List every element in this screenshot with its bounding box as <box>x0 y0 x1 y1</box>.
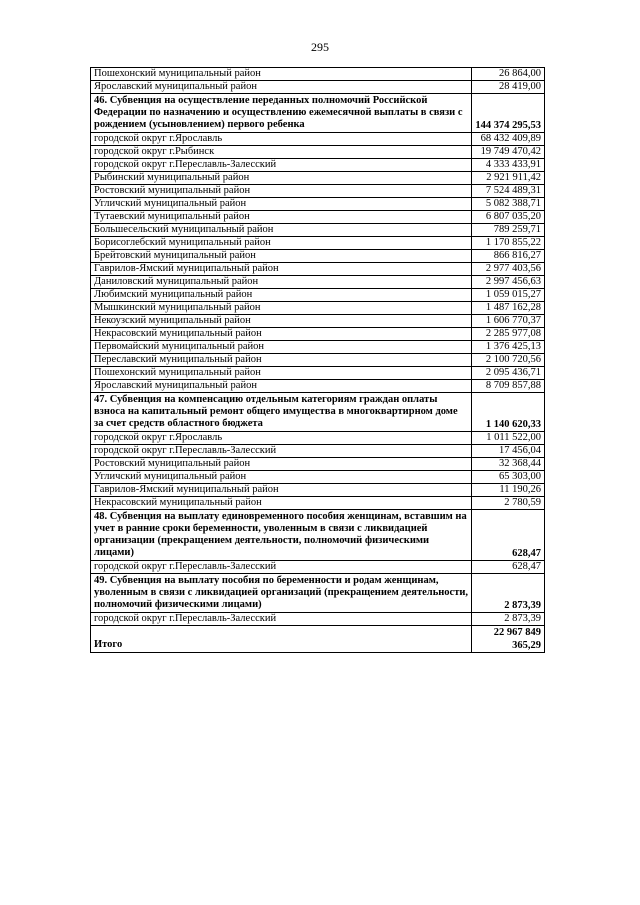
table-row <box>91 471 545 484</box>
table-row <box>91 172 545 185</box>
table-row <box>91 289 545 302</box>
total-amount-line2: 365,29 <box>512 640 541 651</box>
district-name: Переславский муниципальный район <box>91 354 472 367</box>
table-row <box>91 250 545 263</box>
table-row <box>91 341 545 354</box>
table-row <box>91 354 545 367</box>
district-name: Рыбинский муниципальный район <box>91 172 472 185</box>
district-amount: 2 921 911,42 <box>472 172 545 185</box>
district-name: Ростовский муниципальный район <box>91 185 472 198</box>
district-amount: 628,47 <box>472 561 545 574</box>
district-amount: 2 873,39 <box>472 613 545 626</box>
district-name: Большесельский муниципальный район <box>91 224 472 237</box>
district-name: Угличский муниципальный район <box>91 198 472 211</box>
district-amount: 1 376 425,13 <box>472 341 545 354</box>
district-amount: 7 524 489,31 <box>472 185 545 198</box>
table-row <box>91 561 545 574</box>
district-amount: 19 749 470,42 <box>472 146 545 159</box>
district-amount: 4 333 433,91 <box>472 159 545 172</box>
district-amount: 2 780,59 <box>472 497 545 510</box>
district-amount: 11 190,26 <box>472 484 545 497</box>
table-row <box>91 302 545 315</box>
district-amount: 1 170 855,22 <box>472 237 545 250</box>
district-name: Тутаевский муниципальный район <box>91 211 472 224</box>
table-row <box>91 133 545 146</box>
district-amount: 8 709 857,88 <box>472 380 545 393</box>
district-name: Даниловский муниципальный район <box>91 276 472 289</box>
district-name: Ярославский муниципальный район <box>91 380 472 393</box>
section-heading-row <box>91 574 545 613</box>
section-amount: 144 374 295,53 <box>472 94 545 133</box>
district-name: городской округ г.Ярославль <box>91 133 472 146</box>
section-amount: 2 873,39 <box>472 574 545 613</box>
district-name: Брейтовский муниципальный район <box>91 250 472 263</box>
district-name: Мышкинский муниципальный район <box>91 302 472 315</box>
table-row <box>91 328 545 341</box>
district-name: Гаврилов-Ямский муниципальный район <box>91 263 472 276</box>
district-name: Угличский муниципальный район <box>91 471 472 484</box>
total-amount-line1: 22 967 849 <box>493 627 541 638</box>
district-amount: 1 606 770,37 <box>472 315 545 328</box>
table-body <box>91 68 545 626</box>
district-name: городской округ г.Рыбинск <box>91 146 472 159</box>
district-amount: 2 095 436,71 <box>472 367 545 380</box>
table-row <box>91 237 545 250</box>
district-name: городской округ г.Переславль-Залесский <box>91 561 472 574</box>
district-amount: 789 259,71 <box>472 224 545 237</box>
district-name: Некрасовский муниципальный район <box>91 497 472 510</box>
district-name: Любимский муниципальный район <box>91 289 472 302</box>
district-name: Некрасовский муниципальный район <box>91 328 472 341</box>
table-row <box>91 613 545 626</box>
table-row <box>91 211 545 224</box>
section-heading-row <box>91 393 545 432</box>
table-row <box>91 315 545 328</box>
table-row <box>91 380 545 393</box>
section-amount: 628,47 <box>472 510 545 561</box>
section-amount: 1 140 620,33 <box>472 393 545 432</box>
table-row <box>91 276 545 289</box>
district-name: городской округ г.Переславль-Залесский <box>91 445 472 458</box>
district-amount: 6 807 035,20 <box>472 211 545 224</box>
section-title: 46. Субвенция на осуществление переданных полномочий Российской Федерации по назначению и осуществлению ежемесячной выплаты в связи с рождением (усыновлением) первого ребенка <box>91 94 472 133</box>
table-row <box>91 198 545 211</box>
district-name: городской округ г.Переславль-Залесский <box>91 159 472 172</box>
total-row <box>91 626 545 653</box>
table-row <box>91 185 545 198</box>
district-name: Пошехонский муниципальный район <box>91 367 472 380</box>
district-name: городской округ г.Ярославль <box>91 432 472 445</box>
district-amount: 2 285 977,08 <box>472 328 545 341</box>
district-amount: 866 816,27 <box>472 250 545 263</box>
district-name: Гаврилов-Ямский муниципальный район <box>91 484 472 497</box>
district-name: городской округ г.Переславль-Залесский <box>91 613 472 626</box>
table-row <box>91 159 545 172</box>
section-title: 47. Субвенция на компенсацию отдельным категориям граждан оплаты взноса на капитальный ремонт общего имущества в многоквартирном доме за счет средств областного бюджета <box>91 393 472 432</box>
subvention-table <box>90 67 545 653</box>
section-heading-row <box>91 94 545 133</box>
district-amount: 28 419,00 <box>472 81 545 94</box>
table-row <box>91 81 545 94</box>
table-row <box>91 263 545 276</box>
district-amount: 1 059 015,27 <box>472 289 545 302</box>
district-amount: 1 487 162,28 <box>472 302 545 315</box>
table-row <box>91 432 545 445</box>
section-heading-row <box>91 510 545 561</box>
table-row <box>91 146 545 159</box>
table-row <box>91 445 545 458</box>
district-amount: 68 432 409,89 <box>472 133 545 146</box>
section-title: 49. Субвенция на выплату пособия по беременности и родам женщинам, уволенным в связи с ликвидацией организаций (прекращением деятельности, полномочий физическими лицами) <box>91 574 472 613</box>
district-amount: 32 368,44 <box>472 458 545 471</box>
district-amount: 65 303,00 <box>472 471 545 484</box>
district-name: Первомайский муниципальный район <box>91 341 472 354</box>
district-amount: 1 011 522,00 <box>472 432 545 445</box>
table-row <box>91 224 545 237</box>
table-row <box>91 68 545 81</box>
page-number: 295 <box>311 40 329 54</box>
district-amount: 26 864,00 <box>472 68 545 81</box>
district-amount: 5 082 388,71 <box>472 198 545 211</box>
table-row <box>91 497 545 510</box>
district-amount: 17 456,04 <box>472 445 545 458</box>
district-name: Пошехонский муниципальный район <box>91 68 472 81</box>
district-name: Ростовский муниципальный район <box>91 458 472 471</box>
district-amount: 2 977 403,56 <box>472 263 545 276</box>
table-row <box>91 458 545 471</box>
district-amount: 2 997 456,63 <box>472 276 545 289</box>
total-label: Итого <box>91 626 472 653</box>
table-row <box>91 367 545 380</box>
district-amount: 2 100 720,56 <box>472 354 545 367</box>
total-amount <box>472 626 545 653</box>
district-name: Ярославский муниципальный район <box>91 81 472 94</box>
district-name: Борисоглебский муниципальный район <box>91 237 472 250</box>
section-title: 48. Субвенция на выплату единовременного пособия женщинам, вставшим на учет в ранние сроки беременности, уволенным в связи с ликвидацией организации (прекращением деятельности, полномочий физическими лицами) <box>91 510 472 561</box>
district-name: Некоузский муниципальный район <box>91 315 472 328</box>
table-row <box>91 484 545 497</box>
